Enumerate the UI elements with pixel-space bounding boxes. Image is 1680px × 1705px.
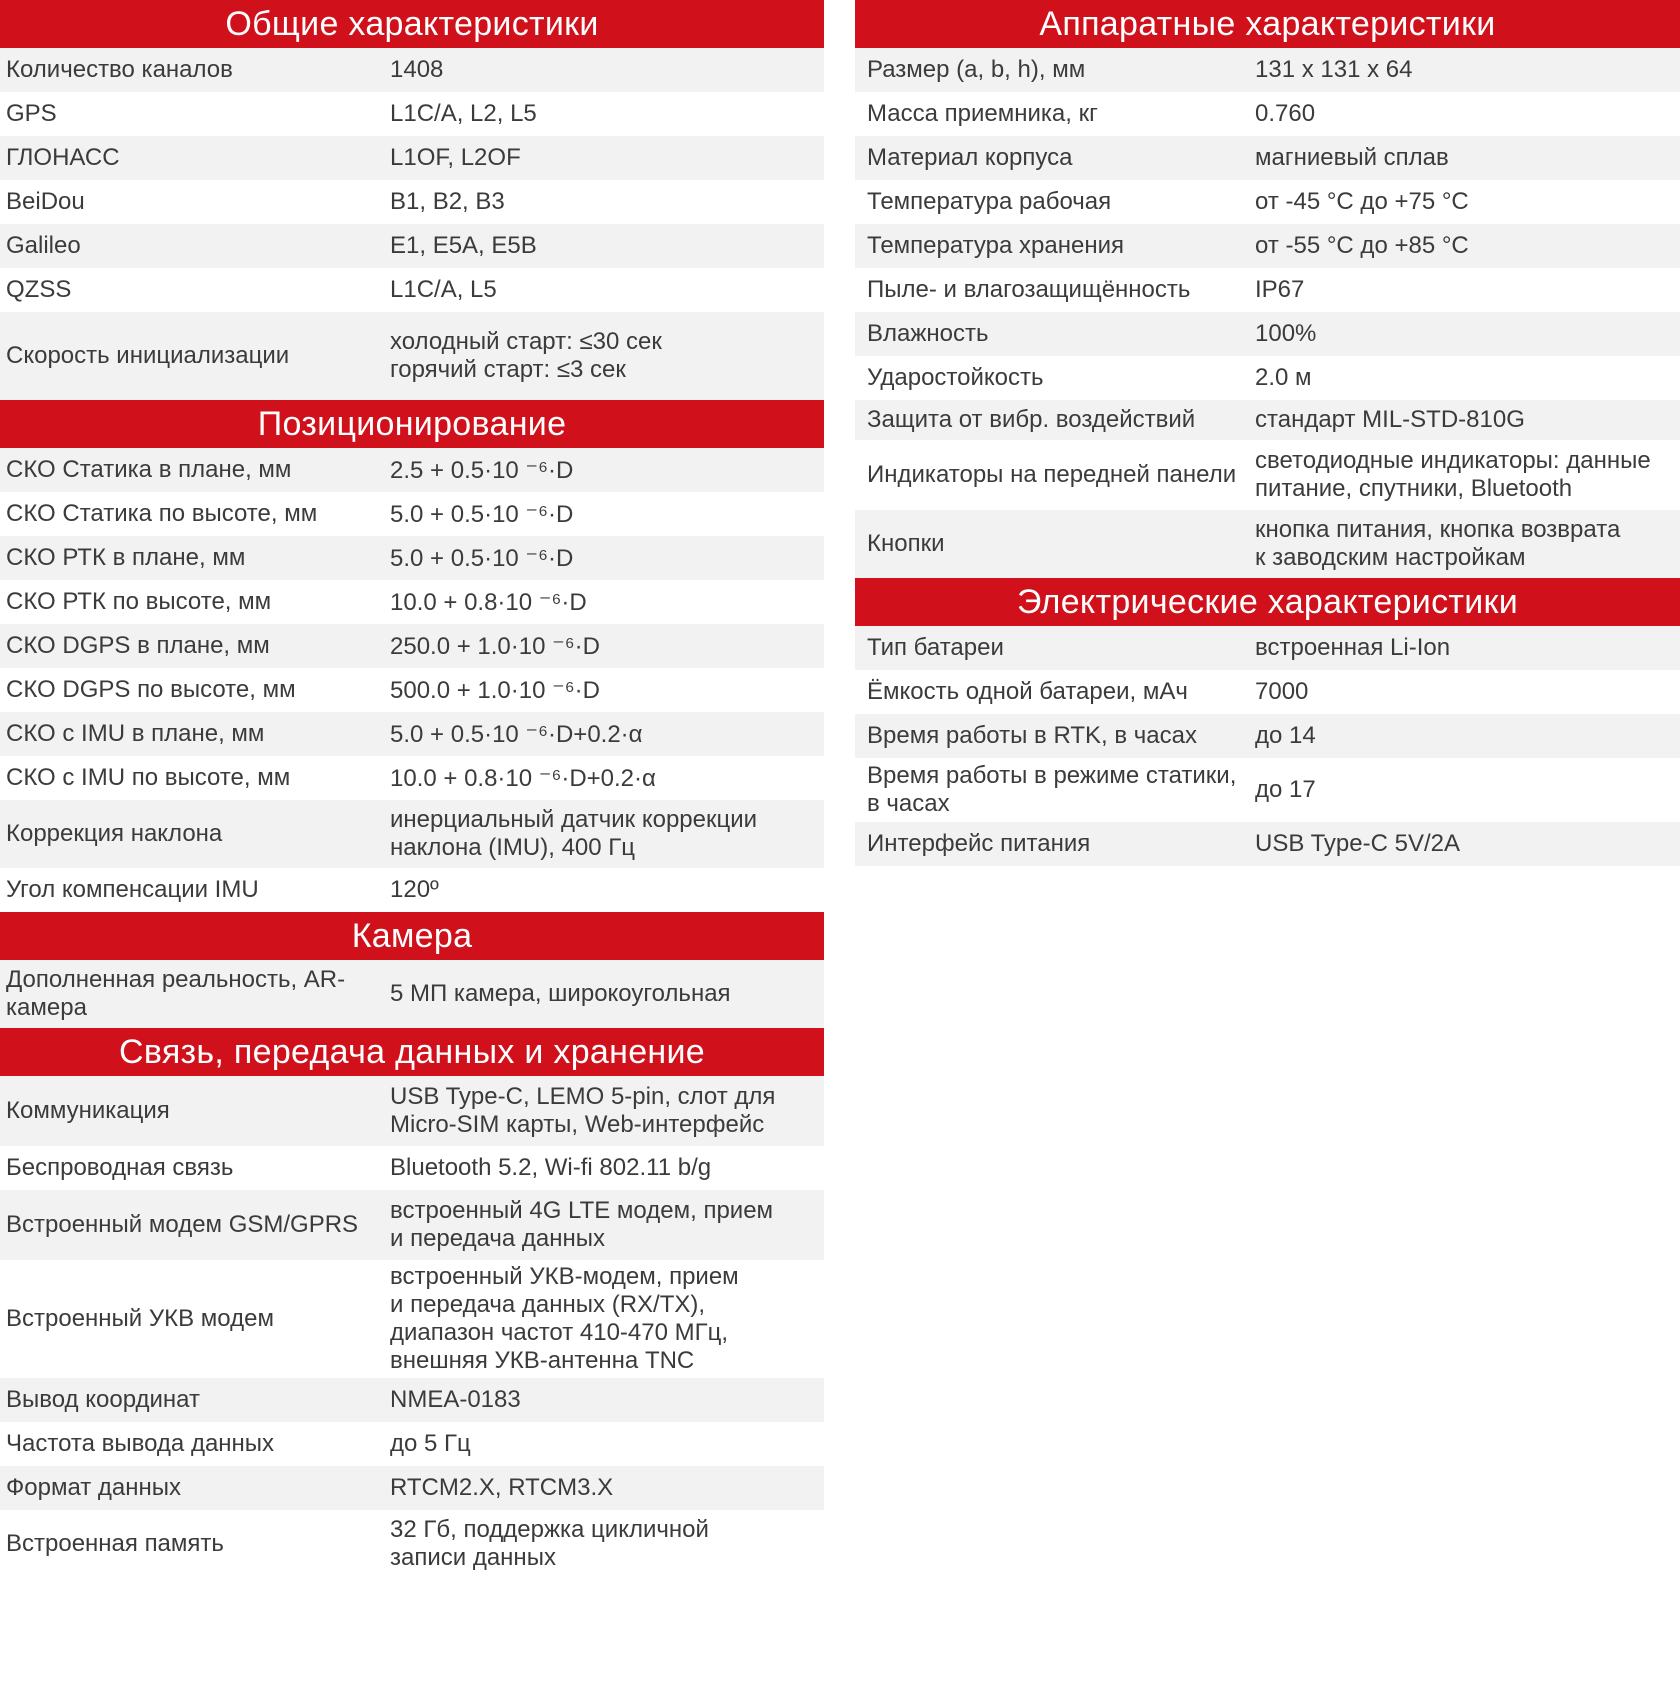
spec-label: Коммуникация <box>6 1097 170 1124</box>
spec-value <box>390 456 824 485</box>
spec-label: Беспроводная связь <box>6 1154 234 1181</box>
spec-label: Вывод координат <box>6 1386 200 1413</box>
spec-label: Температура хранения <box>867 232 1124 259</box>
spec-section <box>0 0 824 400</box>
spec-section <box>0 912 824 1028</box>
spec-value <box>1255 678 1680 706</box>
spec-row <box>0 224 824 268</box>
spec-value <box>390 1197 824 1253</box>
spec-value <box>390 56 824 84</box>
spec-value <box>1255 634 1680 662</box>
spec-value-line: до 17 <box>1255 776 1316 803</box>
spec-label: Встроенный УКВ модем <box>6 1305 274 1332</box>
spec-value-line: Micro-SIM карты, Web-интерфейс <box>390 1111 765 1138</box>
spec-value-line: светодиодные индикаторы: данные <box>1255 447 1651 474</box>
spec-section <box>855 578 1680 866</box>
spec-row <box>855 48 1680 92</box>
spec-row <box>855 356 1680 400</box>
section-title: Связь, передача данных и хранение <box>0 1028 824 1076</box>
spec-row <box>855 822 1680 866</box>
spec-value-line: 7000 <box>1255 678 1309 705</box>
spec-row <box>0 1260 824 1378</box>
spec-value <box>390 676 824 705</box>
spec-value <box>1255 447 1680 503</box>
spec-value <box>390 232 824 260</box>
spec-row <box>855 510 1680 578</box>
spec-value <box>1255 144 1680 172</box>
spec-row <box>0 1076 824 1146</box>
spec-value-line: 0.760 <box>1255 100 1316 127</box>
spec-label: СКО РТК по высоте, мм <box>6 588 272 615</box>
spec-value-line: наклона (IMU), 400 Гц <box>390 834 636 861</box>
spec-value-line: 250.0 + 1.0·10 ⁻⁶·D <box>390 632 600 660</box>
spec-value-line: 2.0 м <box>1255 364 1312 391</box>
spec-row <box>0 1190 824 1260</box>
section-title: Камера <box>0 912 824 960</box>
left-column <box>0 0 824 1578</box>
spec-row <box>0 868 824 912</box>
spec-value <box>1255 100 1680 128</box>
spec-value-line: до 5 Гц <box>390 1430 471 1457</box>
spec-label: Материал корпуса <box>867 144 1073 171</box>
spec-row <box>0 580 824 624</box>
spec-value-line: RTCM2.X, RTCM3.X <box>390 1474 614 1501</box>
spec-value <box>1255 406 1680 434</box>
spec-value-line: и передача данных (RX/TX), <box>390 1291 706 1318</box>
spec-value-line: B1, B2, B3 <box>390 188 505 215</box>
spec-value-line: от -45 °С до +75 °С <box>1255 188 1469 215</box>
section-title: Аппаратные характеристики <box>855 0 1680 48</box>
spec-label: Масса приемника, кг <box>867 100 1098 127</box>
spec-label: Защита от вибр. воздействий <box>867 406 1196 433</box>
spec-value <box>390 980 824 1008</box>
spec-value-line: диапазон частот 410-470 МГц, <box>390 1319 729 1346</box>
spec-label: СКО DGPS в плане, мм <box>6 632 270 659</box>
spec-value-line: внешняя УКВ-антенна TNC <box>390 1347 695 1374</box>
spec-value-line: L1C/A, L2, L5 <box>390 100 537 127</box>
spec-value-line: USB Type-C 5V/2A <box>1255 830 1460 857</box>
spec-row <box>855 714 1680 758</box>
spec-value-line: 5.0 + 0.5·10 ⁻⁶·D <box>390 544 574 572</box>
spec-label: Время работы в режиме статики, в часах <box>867 762 1237 817</box>
spec-value-line: от -55 °С до +85 °С <box>1255 232 1469 259</box>
spec-label: QZSS <box>6 276 72 303</box>
spec-label: Встроенная память <box>6 1530 224 1557</box>
spec-value <box>390 588 824 617</box>
spec-value <box>390 276 824 304</box>
spec-label: СКО РТК в плане, мм <box>6 544 246 571</box>
spec-section <box>0 1028 824 1578</box>
spec-value <box>390 1154 824 1182</box>
spec-value <box>390 764 824 793</box>
spec-row <box>0 136 824 180</box>
spec-label: ГЛОНАСС <box>6 144 120 171</box>
spec-value <box>390 632 824 661</box>
spec-value <box>1255 722 1680 750</box>
spec-section <box>0 400 824 912</box>
spec-row <box>855 440 1680 510</box>
spec-value-line: E1, E5A, E5B <box>390 232 537 259</box>
spec-label: Размер (a, b, h), мм <box>867 56 1086 83</box>
spec-value <box>390 720 824 749</box>
spec-row <box>855 136 1680 180</box>
section-title: Электрические характеристики <box>855 578 1680 626</box>
spec-value <box>1255 276 1680 304</box>
spec-value <box>1255 776 1680 804</box>
spec-value <box>390 1083 824 1139</box>
spec-value-line: магниевый сплав <box>1255 144 1449 171</box>
spec-value <box>390 544 824 573</box>
spec-label: Тип батареи <box>867 634 1004 661</box>
spec-label: Кнопки <box>867 530 945 557</box>
spec-value-line: Bluetooth 5.2, Wi-fi 802.11 b/g <box>390 1154 712 1181</box>
spec-label: Частота вывода данных <box>6 1430 275 1457</box>
spec-value-line: L1C/A, L5 <box>390 276 497 303</box>
spec-row <box>0 1378 824 1422</box>
spec-value <box>1255 364 1680 392</box>
spec-value <box>390 144 824 172</box>
spec-row <box>0 92 824 136</box>
spec-value-line: 5 МП камера, широкоугольная <box>390 980 731 1007</box>
spec-row <box>855 268 1680 312</box>
spec-value <box>390 806 824 862</box>
spec-value-line: стандарт MIL-STD-810G <box>1255 406 1525 433</box>
spec-label: Температура рабочая <box>867 188 1112 215</box>
spec-value-line: 10.0 + 0.8·10 ⁻⁶·D <box>390 588 587 616</box>
spec-label: Встроенный модем GSM/GPRS <box>6 1211 359 1238</box>
spec-value-line: 32 Гб, поддержка цикличной <box>390 1516 709 1543</box>
spec-row <box>0 712 824 756</box>
spec-label: BeiDou <box>6 188 85 215</box>
spec-value-line: встроенная Li-Ion <box>1255 634 1451 661</box>
spec-value-line: 5.0 + 0.5·10 ⁻⁶·D+0.2·α <box>390 720 643 748</box>
spec-value-line: встроенный УКВ-модем, прием <box>390 1263 739 1290</box>
spec-label: СКО с IMU по высоте, мм <box>6 764 291 791</box>
spec-value-line: встроенный 4G LTE модем, прием <box>390 1197 774 1224</box>
spec-row <box>0 624 824 668</box>
spec-label: GPS <box>6 100 57 127</box>
spec-value <box>390 188 824 216</box>
spec-value <box>390 1430 824 1458</box>
spec-value-line: IP67 <box>1255 276 1305 303</box>
spec-label: Индикаторы на передней панели <box>867 461 1237 488</box>
spec-value <box>390 1386 824 1414</box>
spec-label: Влажность <box>867 320 989 347</box>
spec-row <box>0 960 824 1028</box>
spec-value <box>1255 320 1680 348</box>
spec-value <box>390 328 824 384</box>
spec-row <box>855 92 1680 136</box>
spec-row <box>855 400 1680 440</box>
spec-label: СКО с IMU в плане, мм <box>6 720 265 747</box>
spec-value <box>1255 56 1680 84</box>
spec-row <box>0 268 824 312</box>
spec-label: Формат данных <box>6 1474 182 1501</box>
spec-value-line: к заводским настройкам <box>1255 544 1526 571</box>
spec-label: Скорость инициализации <box>6 342 290 369</box>
spec-value-line: USB Type-C, LEMO 5-pin, слот для <box>390 1083 776 1110</box>
spec-row <box>855 670 1680 714</box>
spec-row <box>0 48 824 92</box>
spec-value-line: NMEA-0183 <box>390 1386 521 1413</box>
spec-label: Количество каналов <box>6 56 233 83</box>
spec-label: Коррекция наклона <box>6 820 223 847</box>
spec-label: Интерфейс питания <box>867 830 1091 857</box>
spec-row <box>855 626 1680 670</box>
spec-row <box>855 758 1680 822</box>
spec-row <box>0 312 824 400</box>
spec-value-line: 10.0 + 0.8·10 ⁻⁶·D+0.2·α <box>390 764 656 792</box>
spec-value-line: 131 x 131 x 64 <box>1255 56 1413 83</box>
spec-label: Ёмкость одной батареи, мАч <box>867 678 1188 705</box>
spec-row <box>855 312 1680 356</box>
spec-label: Угол компенсации IMU <box>6 876 259 903</box>
spec-row <box>0 492 824 536</box>
right-column <box>855 0 1680 866</box>
spec-value-line: инерциальный датчик коррекции <box>390 806 758 833</box>
spec-value <box>390 1263 824 1375</box>
spec-row <box>0 1510 824 1578</box>
spec-row <box>0 668 824 712</box>
section-title: Позиционирование <box>0 400 824 448</box>
spec-row <box>0 800 824 868</box>
spec-value <box>390 1474 824 1502</box>
section-title: Общие характеристики <box>0 0 824 48</box>
spec-row <box>0 180 824 224</box>
spec-value <box>390 500 824 529</box>
spec-label: Ударостойкость <box>867 364 1044 391</box>
spec-value-line: 1408 <box>390 56 444 83</box>
spec-value-line: горячий старт: ≤3 сек <box>390 356 626 383</box>
spec-label: СКО Статика в плане, мм <box>6 456 292 483</box>
spec-row <box>0 1146 824 1190</box>
spec-value <box>1255 516 1680 572</box>
spec-row <box>855 224 1680 268</box>
spec-value <box>1255 232 1680 260</box>
spec-label: СКО Статика по высоте, мм <box>6 500 318 527</box>
spec-value-line: до 14 <box>1255 722 1316 749</box>
spec-value-line: 100% <box>1255 320 1317 347</box>
spec-row <box>0 536 824 580</box>
spec-value <box>390 876 824 904</box>
spec-row <box>0 1422 824 1466</box>
spec-value-line: кнопка питания, кнопка возврата <box>1255 516 1621 543</box>
spec-value <box>1255 830 1680 858</box>
spec-value <box>1255 188 1680 216</box>
spec-value-line: питание, спутники, Bluetooth <box>1255 475 1573 502</box>
spec-label: Galileo <box>6 232 81 259</box>
spec-value-line: 500.0 + 1.0·10 ⁻⁶·D <box>390 676 600 704</box>
spec-value-line: 120º <box>390 876 439 903</box>
spec-value-line: холодный старт: ≤30 сек <box>390 328 662 355</box>
spec-label: Пыле- и влагозащищённость <box>867 276 1191 303</box>
spec-row <box>0 1466 824 1510</box>
spec-label: СКО DGPS по высоте, мм <box>6 676 296 703</box>
spec-label: Дополненная реальность, AR-камера <box>6 966 346 1021</box>
spec-value-line: записи данных <box>390 1544 556 1571</box>
spec-value-line: 2.5 + 0.5·10 ⁻⁶·D <box>390 456 574 484</box>
spec-value-line: 5.0 + 0.5·10 ⁻⁶·D <box>390 500 574 528</box>
spec-label: Время работы в RTK, в часах <box>867 722 1197 749</box>
spec-row <box>0 448 824 492</box>
spec-value-line: и передача данных <box>390 1225 606 1252</box>
spec-value-line: L1OF, L2OF <box>390 144 521 171</box>
spec-row <box>855 180 1680 224</box>
spec-section <box>855 0 1680 578</box>
spec-value <box>390 1516 824 1572</box>
spec-value <box>390 100 824 128</box>
spec-row <box>0 756 824 800</box>
